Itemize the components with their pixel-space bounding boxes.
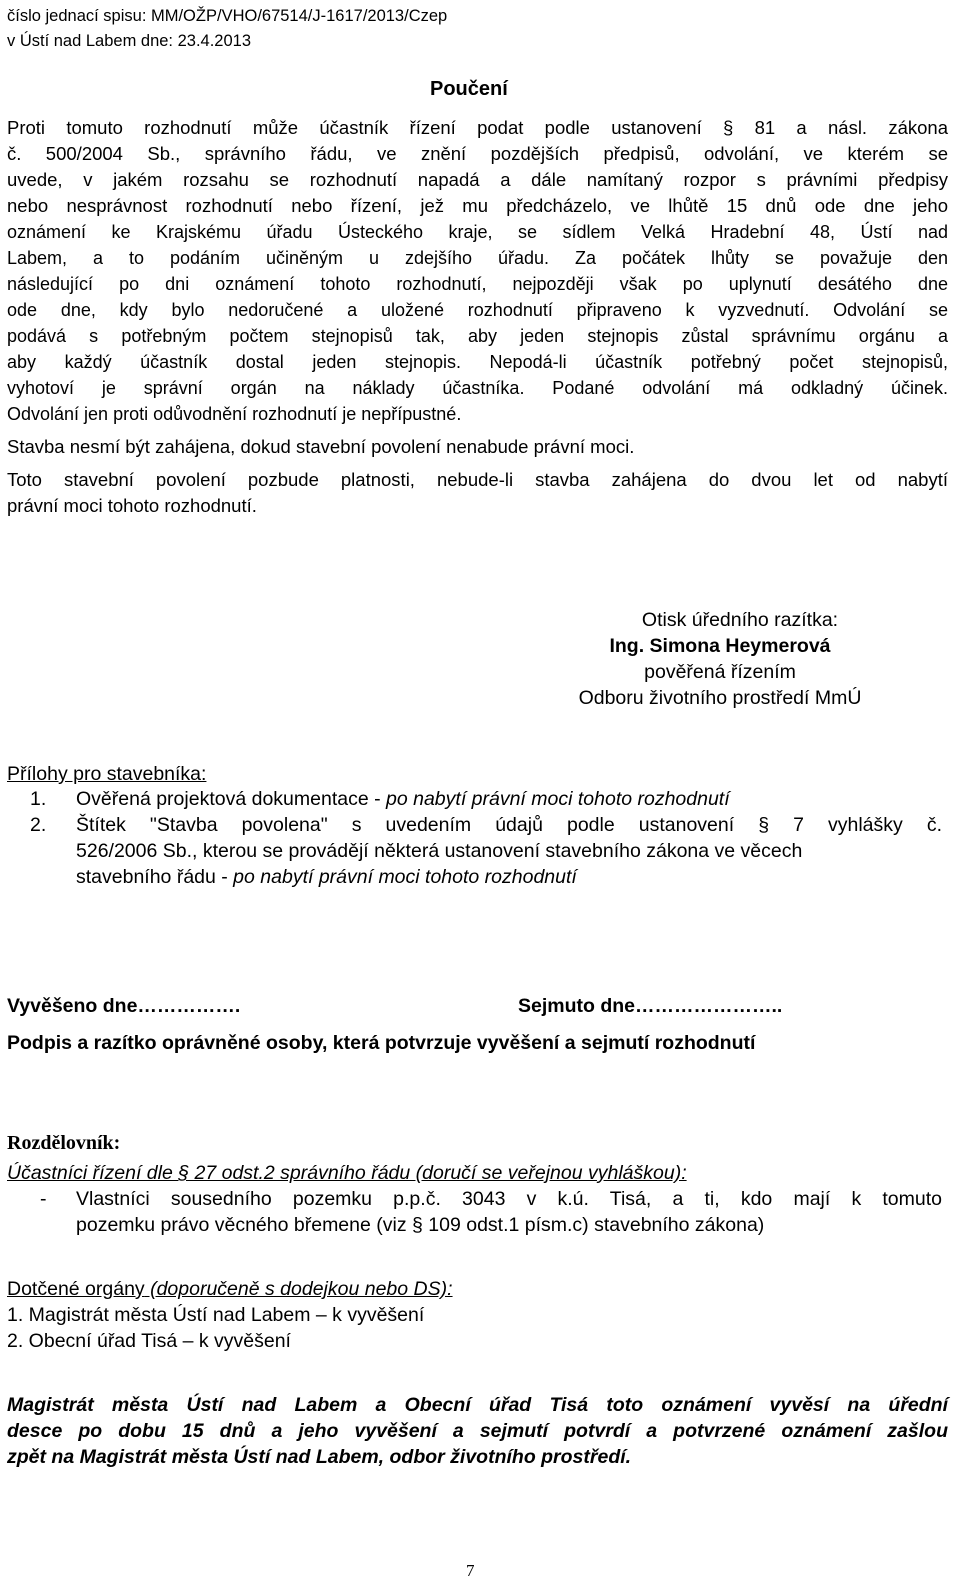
- organ-item: 1. Magistrát města Ústí nad Labem – k vyvěšení: [7, 1304, 425, 1326]
- place-date: v Ústí nad Labem dne: 23.4.2013: [7, 32, 252, 50]
- list-item-line: 526/2006 Sb., kterou se provádějí některá ustanovení stavebního zákona ve věcech: [76, 840, 803, 862]
- stavba-nesmi-text: Stavba nesmí být zahájena, dokud stavební povolení nenabude právní moci.: [7, 436, 635, 457]
- item-text: stavebního řádu -: [76, 866, 228, 888]
- text-line: ode dne, kdy bylo nedoručené a uložené rozhodnutí připraveno k vyzvednutí. Odvolání se: [7, 300, 948, 320]
- text-line: vyhotoví je správní orgán na náklady účastníka. Podané odvolání má odkladný účinek.: [7, 378, 948, 398]
- text-line: aby každý účastník dostal jeden stejnopis. Nepodá-li účastník potřebný počet stejnopisů,: [7, 352, 948, 372]
- dotcene-label: Dotčené orgány: [7, 1278, 145, 1300]
- item-italic-text: po nabytí právní moci tohoto rozhodnutí: [227, 866, 577, 888]
- text-line: nebo nesprávnost rozhodnutí nebo řízení, jež mu předcházelo, ve lhůtě 15 dnů ode dne jeho: [7, 195, 948, 216]
- ucastnik-line: Vlastníci sousedního pozemku p.p.č. 3043 v k.ú. Tisá, a ti, kdo mají k tomuto: [76, 1188, 942, 1210]
- rozdelovnik-title: Rozdělovník:: [7, 1132, 121, 1154]
- text-line: podává s potřebným počtem stejnopisů tak, aby jeden stejnopis zůstal správnímu orgánu a: [7, 326, 948, 346]
- text-line: Labem, a to podáním učiněným u zdejšího úřadu. Za počátek lhůty se považuje den: [7, 248, 948, 268]
- signer-role: pověřená řízením: [644, 661, 796, 683]
- pouceni-title: Poučení: [430, 78, 508, 100]
- sejmuto-dne: Sejmuto dne…………………..: [518, 995, 783, 1017]
- text-line: Proti tomuto rozhodnutí může účastník řízení podat podle ustanovení § 81 a násl. zákona: [7, 117, 948, 138]
- list-item-line: [76, 864, 577, 890]
- list-dash: -: [40, 1188, 47, 1210]
- signer-department: Odboru životního prostředí MmÚ: [578, 687, 862, 709]
- text-line: oznámení ke Krajskému úřadu Ústeckého kraje, se sídlem Velká Hradební 48, Ústí nad: [7, 222, 948, 242]
- podpis-line: Podpis a razítko oprávněné osoby, která potvrzuje vyvěšení a sejmutí rozhodnutí: [7, 1032, 756, 1054]
- list-number: 1.: [30, 788, 47, 810]
- text-line: Odvolání jen proti odůvodnění rozhodnutí je nepřípustné.: [7, 404, 462, 424]
- dotcene-note: (doporučeně s dodejkou nebo DS):: [144, 1278, 453, 1300]
- text-line: uvede, v jakém rozsahu se rozhodnutí napadá a dále namítaný rozpor s právními předpisy: [7, 169, 948, 190]
- dotcene-organy-heading: [7, 1276, 453, 1302]
- item-italic-text: po nabytí právní moci tohoto rozhodnutí: [380, 788, 730, 810]
- prilohy-title: Přílohy pro stavebníka:: [7, 763, 207, 785]
- closing-line: desce po dobu 15 dnů a jeho vyvěšení a sejmutí potvrdí a potvrzené oznámení zašlou: [7, 1420, 948, 1442]
- signer-name: Ing. Simona Heymerová: [609, 635, 831, 657]
- platnost-line: právní moci tohoto rozhodnutí.: [7, 495, 257, 516]
- text-line: č. 500/2004 Sb., správního řádu, ve znění pozdějších předpisů, odvolání, ve kterém se: [7, 143, 948, 164]
- text-line: následující po dni oznámení tohoto rozhodnutí, nejpozději však po uplynutí desátého dne: [7, 274, 948, 294]
- list-item-line: Štítek "Stavba povolena" s uvedením údajů podle ustanovení § 7 vyhlášky č.: [76, 814, 942, 836]
- closing-line: zpět na Magistrát města Ústí nad Labem, odbor životního prostředí.: [7, 1446, 632, 1468]
- list-item: [76, 786, 730, 812]
- platnost-line: Toto stavební povolení pozbude platnosti, nebude-li stavba zahájena do dvou let od nabytí: [7, 469, 948, 490]
- list-number: 2.: [30, 814, 47, 836]
- ucastnik-line: pozemku právo věcného břemene (viz § 109 odst.1 písm.c) stavebního zákona): [76, 1214, 765, 1236]
- stamp-label: Otisk úředního razítka:: [641, 609, 839, 631]
- page-number: 7: [466, 1561, 475, 1580]
- ucastnici-heading: Účastníci řízení dle § 27 odst.2 správního řádu (doručí se veřejnou vyhláškou):: [7, 1162, 687, 1184]
- file-number: číslo jednací spisu: MM/OŽP/VHO/67514/J-1617/2013/Czep: [7, 7, 448, 25]
- closing-line: Magistrát města Ústí nad Labem a Obecní úřad Tisá toto oznámení vyvěsí na úřední: [7, 1394, 948, 1416]
- organ-item: 2. Obecní úřad Tisá – k vyvěšení: [7, 1330, 291, 1352]
- item-text: Ověřená projektová dokumentace -: [76, 788, 381, 810]
- vyveseno-dne: Vyvěšeno dne…………….: [7, 995, 241, 1017]
